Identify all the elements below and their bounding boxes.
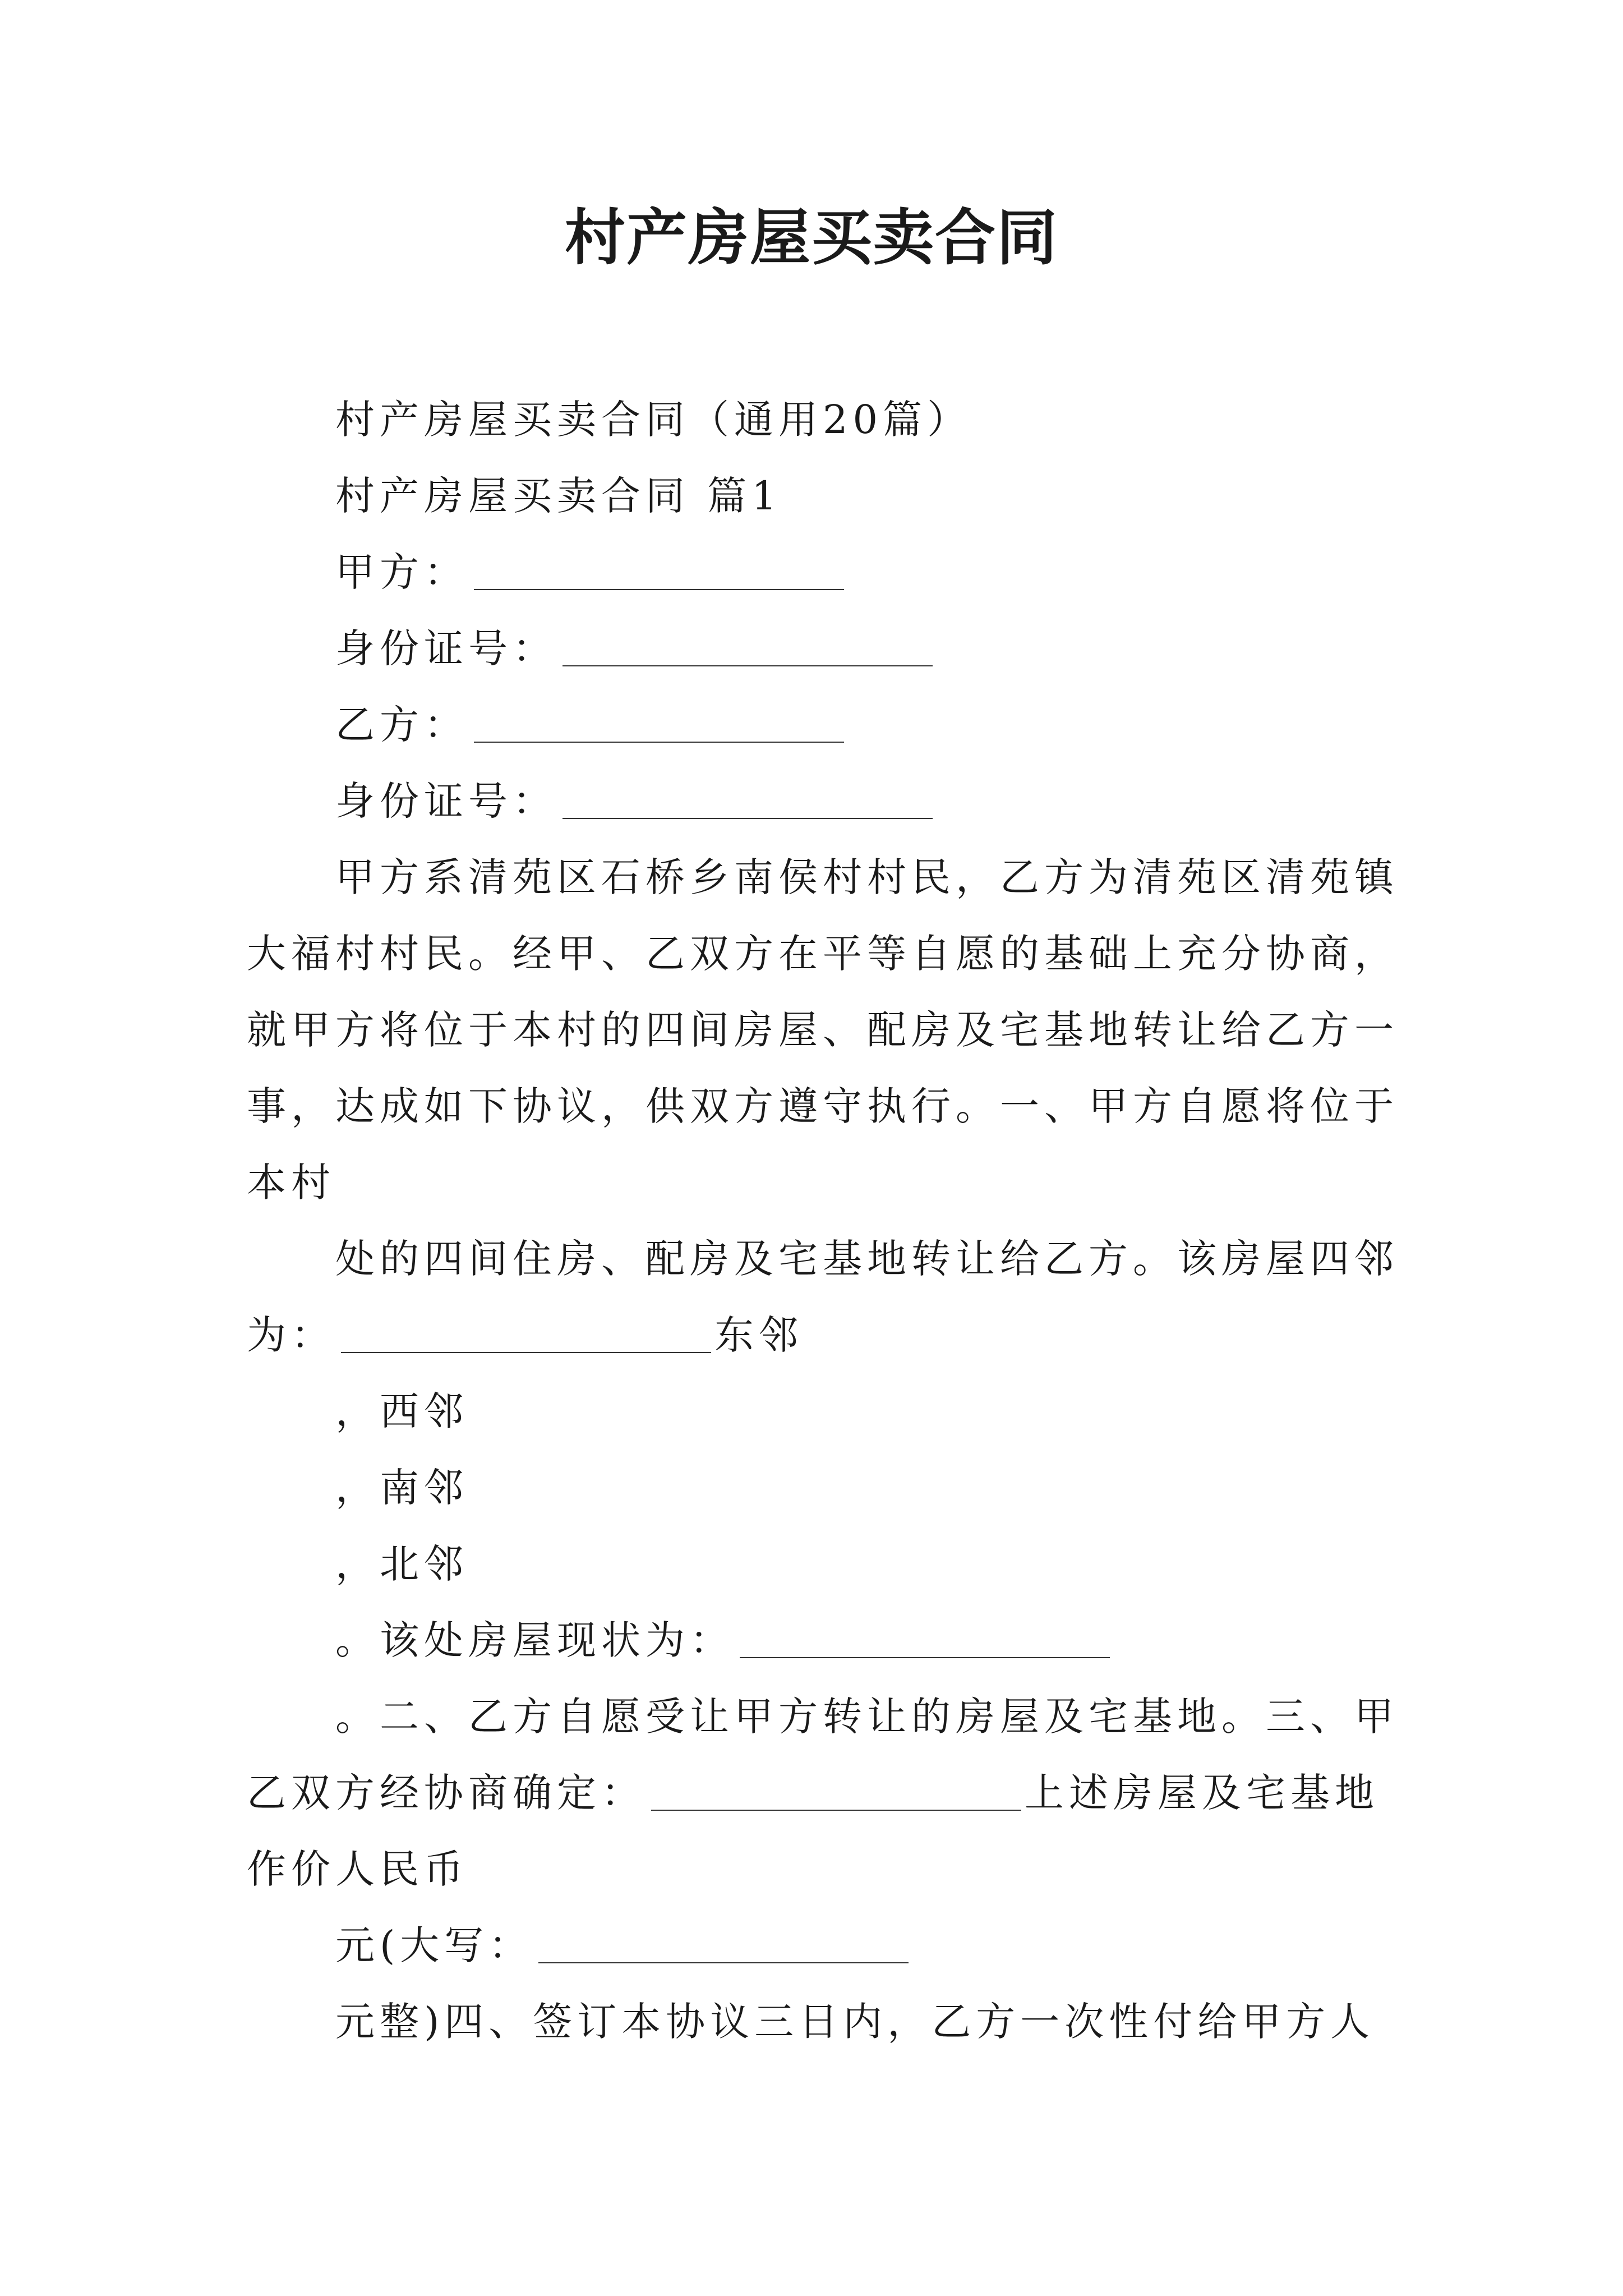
- paragraph-1-line: 甲方系清苑区石桥乡南侯村村民，乙方为清苑区清苑镇: [335, 854, 1399, 900]
- north-neighbor-label: ，北邻: [335, 1541, 468, 1587]
- paragraph-3-line: 。二、乙方自愿受让甲方转让的房屋及宅基地。三、甲: [335, 1694, 1399, 1740]
- party-a-id-label: 身份证号：: [335, 625, 557, 671]
- paragraph-2-line: [247, 1297, 1385, 1373]
- agreement-blank: [651, 1776, 1021, 1811]
- paragraph-3-line: [247, 1755, 1385, 1831]
- west-neighbor-label: ，西邻: [335, 1388, 468, 1434]
- house-status-field: [247, 1602, 1385, 1678]
- paragraph-3-line: 作价人民币: [247, 1846, 468, 1892]
- paragraph-3: [247, 1678, 1399, 1907]
- paragraph-2-line: 处的四间住房、配房及宅基地转让给乙方。该房屋四邻: [335, 1236, 1399, 1282]
- party-b-id-blank: [562, 784, 933, 819]
- party-b-blank: [474, 708, 844, 743]
- agreement-prefix: 乙双方经协商确定：: [247, 1770, 645, 1816]
- party-b-label: 乙方：: [335, 702, 468, 748]
- agreement-suffix: 上述房屋及宅基地: [1025, 1770, 1379, 1816]
- paragraph-1-line: 大福村村民。经甲、乙双方在平等自愿的基础上充分协商，: [247, 931, 1399, 977]
- price-uppercase-blank: [538, 1929, 909, 1963]
- document-subtitle: 村产房屋买卖合同（通用20篇）: [335, 397, 972, 443]
- document-title: 村产房屋买卖合同: [564, 203, 1058, 273]
- section-heading: 村产房屋买卖合同 篇1: [335, 473, 782, 519]
- paragraph-1-line: 就甲方将位于本村的四间房屋、配房及宅基地转让给乙方一: [247, 1007, 1399, 1053]
- party-b-field: [247, 687, 1385, 763]
- party-a-label: 甲方：: [335, 549, 468, 595]
- neighbors-blank: [341, 1318, 711, 1353]
- party-a-field: [247, 534, 1385, 610]
- east-neighbor-label: 东邻: [714, 1312, 803, 1358]
- party-a-id-blank: [562, 632, 933, 666]
- document-body: [247, 381, 1399, 2060]
- paragraph-1-line: 事，达成如下协议，供双方遵守执行。一、甲方自愿将位于: [247, 1083, 1399, 1129]
- house-status-label: 。该处房屋现状为：: [335, 1617, 734, 1663]
- neighbors-prefix: 为：: [247, 1312, 335, 1358]
- price-uppercase-field: [247, 1907, 1385, 1984]
- paragraph-4: 元整)四、签订本协议三日内，乙方一次性付给甲方人: [335, 1999, 1375, 2045]
- paragraph-2: [247, 1221, 1399, 1373]
- paragraph-1: [247, 839, 1399, 1221]
- party-b-id-label: 身份证号：: [335, 778, 557, 824]
- price-uppercase-label: 元(大写：: [335, 1922, 533, 1968]
- party-b-id-field: [247, 763, 1385, 839]
- south-neighbor-label: ，南邻: [335, 1465, 468, 1511]
- party-a-id-field: [247, 610, 1385, 687]
- paragraph-1-line: 本村: [247, 1159, 335, 1205]
- house-status-blank: [740, 1623, 1110, 1658]
- party-a-blank: [474, 555, 844, 590]
